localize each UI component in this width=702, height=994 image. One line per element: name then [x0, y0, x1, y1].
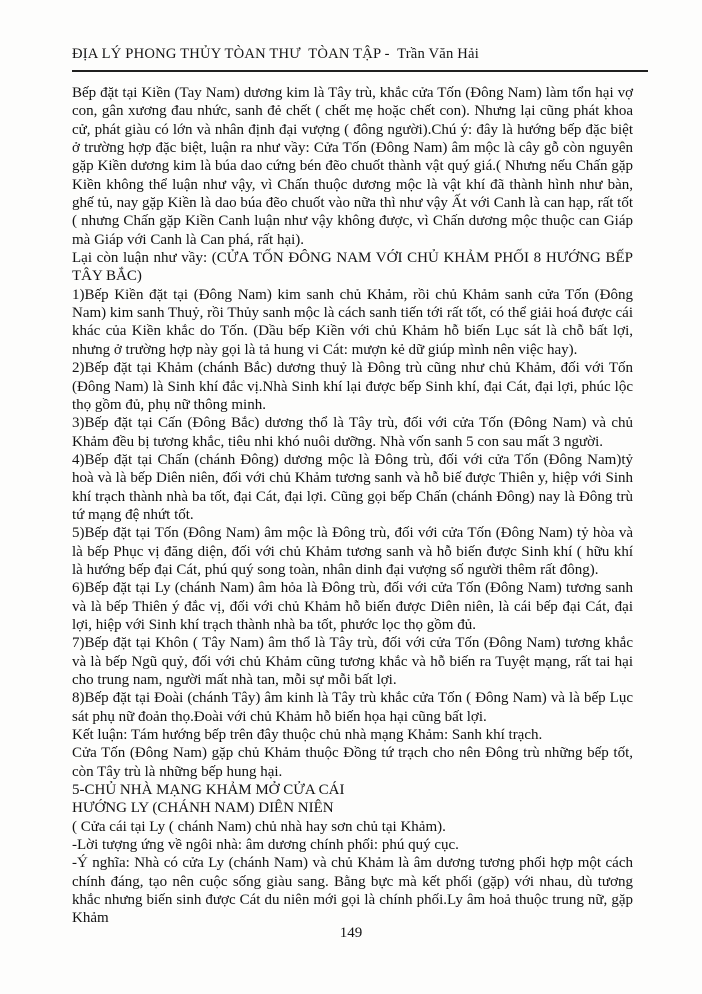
paragraph: Kết luận: Tám hướng bếp trên đây thuộc chủ nhà mạng Khảm: Sanh khí trạch.: [72, 727, 543, 744]
paragraph: 1)Bếp Kiền đặt tại (Đông Nam) kim sanh chủ Khảm, rồi chủ Khảm sanh cửa Tốn (Đông Nam) kim sanh Thuỷ, rồi Thủy sanh mộc là cách sanh tiến tới rất tốt, có thể giải hoá được cái khác của Kiền khắc do Tốn. (Dầu bếp Kiền với chủ Khảm hỗ biến Lục sát là chỗ bất lợi, nhưng ở trường hợp này gọi là tả hung vi Cát: mượn kẻ dữ giúp mình nên việc hay).: [72, 286, 633, 358]
paragraph: 6)Bếp đặt tại Ly (chánh Nam) âm hỏa là Đông trù, đối với cửa Tốn (Đông Nam) tương sanh và là bếp Thiên ý đắc vị, đối với chủ Khảm hỗ biến được Diên niên, là cái bếp đại Cát, đại lợi, hiệp với Sinh khí trạch thành nhà ba tốt, phước lọc thọ gồm đủ.: [72, 580, 633, 633]
paragraph: Cửa Tốn (Đông Nam) gặp chủ Khảm thuộc Đồng tứ trạch cho nên Đông trù những bếp tốt, còn Tây trù là những bếp hung hại.: [72, 745, 633, 780]
header-rule-divider: [72, 70, 648, 72]
paragraph: ( Cửa cái tại Ly ( chánh Nam) chủ nhà hay sơn chủ tại Khảm).: [72, 818, 446, 835]
paragraph: HƯỚNG LY (CHÁNH NAM) DIÊN NIÊN: [72, 800, 334, 817]
paragraph: -Ý nghĩa: Nhà có cửa Ly (chánh Nam) và chủ Khảm là âm dương tương phối hợp một cách chính đáng, tạo nên cuộc sống giàu sang. Bằng bực mà kết phối (gặp) với nhau, dù tương khắc nhưng biến sinh được Cát du niên mới gọi là chính phối.Ly âm hoả thuộc trung nữ, gặp Khảm: [72, 855, 633, 927]
paragraph: 5-CHỦ NHÀ MẠNG KHẢM MỞ CỬA CÁI: [72, 782, 345, 799]
body-text-block: [72, 84, 633, 928]
running-header-title: ĐỊA LÝ PHONG THỦY TÒAN THƯ TÒAN TẬP - Trần Văn Hải: [72, 46, 479, 62]
paragraph: 4)Bếp đặt tại Chấn (chánh Đông) dương mộc là Đông trù, đối với cửa Tốn (Đông Nam)tỷ hoà và là bếp Diên niên, đối với chủ Khảm tương sanh và hỗ biế được Thiên y, hiệp với Sinh khí trạch thành nhà ba tốt, đại Cát, đại lợi. Cũng gọi bếp Chấn (chánh Đông) nay là Đông trù tứ mạng đệ nhứt tốt.: [72, 451, 633, 523]
paragraph: -Lời tượng ứng về ngôi nhà: âm dương chính phối: phú quý cục.: [72, 837, 459, 854]
paragraph: 2)Bếp đặt tại Khảm (chánh Bắc) dương thuỷ là Đông trù cũng như chủ Khảm, đối với Tốn (Đông Nam) là Sinh khí đắc vị.Nhà Sinh khí lại được bếp Sinh khí, đại Cát, đại lợi, phúc lộc thọ gồm đủ, phụ nữ thông minh.: [72, 360, 633, 413]
paragraph: 7)Bếp đặt tại Khôn ( Tây Nam) âm thổ là Tây trù, đối với cửa Tốn (Đông Nam) tương khắc và là bếp Ngũ quỷ, đối với chủ Khảm cũng tương khắc và hỗ biến ra Tuyệt mạng, rất tai hại cho trung nam, người mất nhà tan, mỗi sự mỗi bất lợi.: [72, 635, 633, 688]
paragraph: Lại còn luận như vầy: (CỬA TỐN ĐÔNG NAM VỚI CHỦ KHẢM PHỐI 8 HƯỚNG BẾP TÂY BẮC): [72, 250, 633, 285]
paragraph: Bếp đặt tại Kiền (Tay Nam) dương kim là Tây trù, khắc cửa Tốn (Đông Nam) làm tổn hại vợ con, gân xương đau nhức, sanh đẻ chết ( chết mẹ hoặc chết con). Nhưng lại cũng phát khoa cử, phát giàu có lớn và nhân định đại vượng ( đông người).Chú ý: đây là hướng bếp đặc biệt ở trường hợp đặc biệt, luận ra như vầy: Cửa Tốn (Đông Nam) âm mộc là cây gỗ còn nguyên gặp Kiền dương kim là búa dao cứng bén đẽo chuốt thành vật quý giá.( Nhưng nếu Chấn gặp Kiền không thể luận như vậy, vì Chấn thuộc dương mộc là vật khí đã thành hình như bàn, ghế tủ, nay gặp Kiền là dao búa đẽo chuốt vào nữa thì như vậy Ất với Canh là can hạp, rất tốt ( nhưng Chấn gặp Kiền Canh luận như vậy không được, vì Chấn dương mộc thuộc can Giáp mà Giáp với Canh là Can phá, rất hại).: [72, 85, 633, 248]
page-number: 149: [339, 925, 363, 941]
paragraph: 3)Bếp đặt tại Cấn (Đông Bắc) dương thổ là Tây trù, đối với cửa Tốn (Đông Nam) và chủ Khảm đều bị tương khắc, tiêu nhi khó nuôi dưỡng. Nhà vốn sanh 5 con sau mất 3 người.: [72, 415, 633, 450]
paragraph: 5)Bếp đặt tại Tốn (Đông Nam) âm mộc là Đông trù, đối với cửa Tốn (Đông Nam) tỷ hòa và là bếp Phục vị đăng diện, đối với chủ Khảm tương sanh và hỗ biến được Sinh khí ( hữu khí là hướng bếp đại Cát, phú quý song toàn, nhân dinh đại vượng số người thêm rất đông).: [72, 525, 633, 578]
paragraph: 8)Bếp đặt tại Đoài (chánh Tây) âm kinh là Tây trù khắc cửa Tốn ( Đông Nam) và là bếp Lục sát phụ nữ đoản thọ.Đoài với chủ Khảm hỗ biến họa hại cũng bất lợi.: [72, 690, 633, 725]
